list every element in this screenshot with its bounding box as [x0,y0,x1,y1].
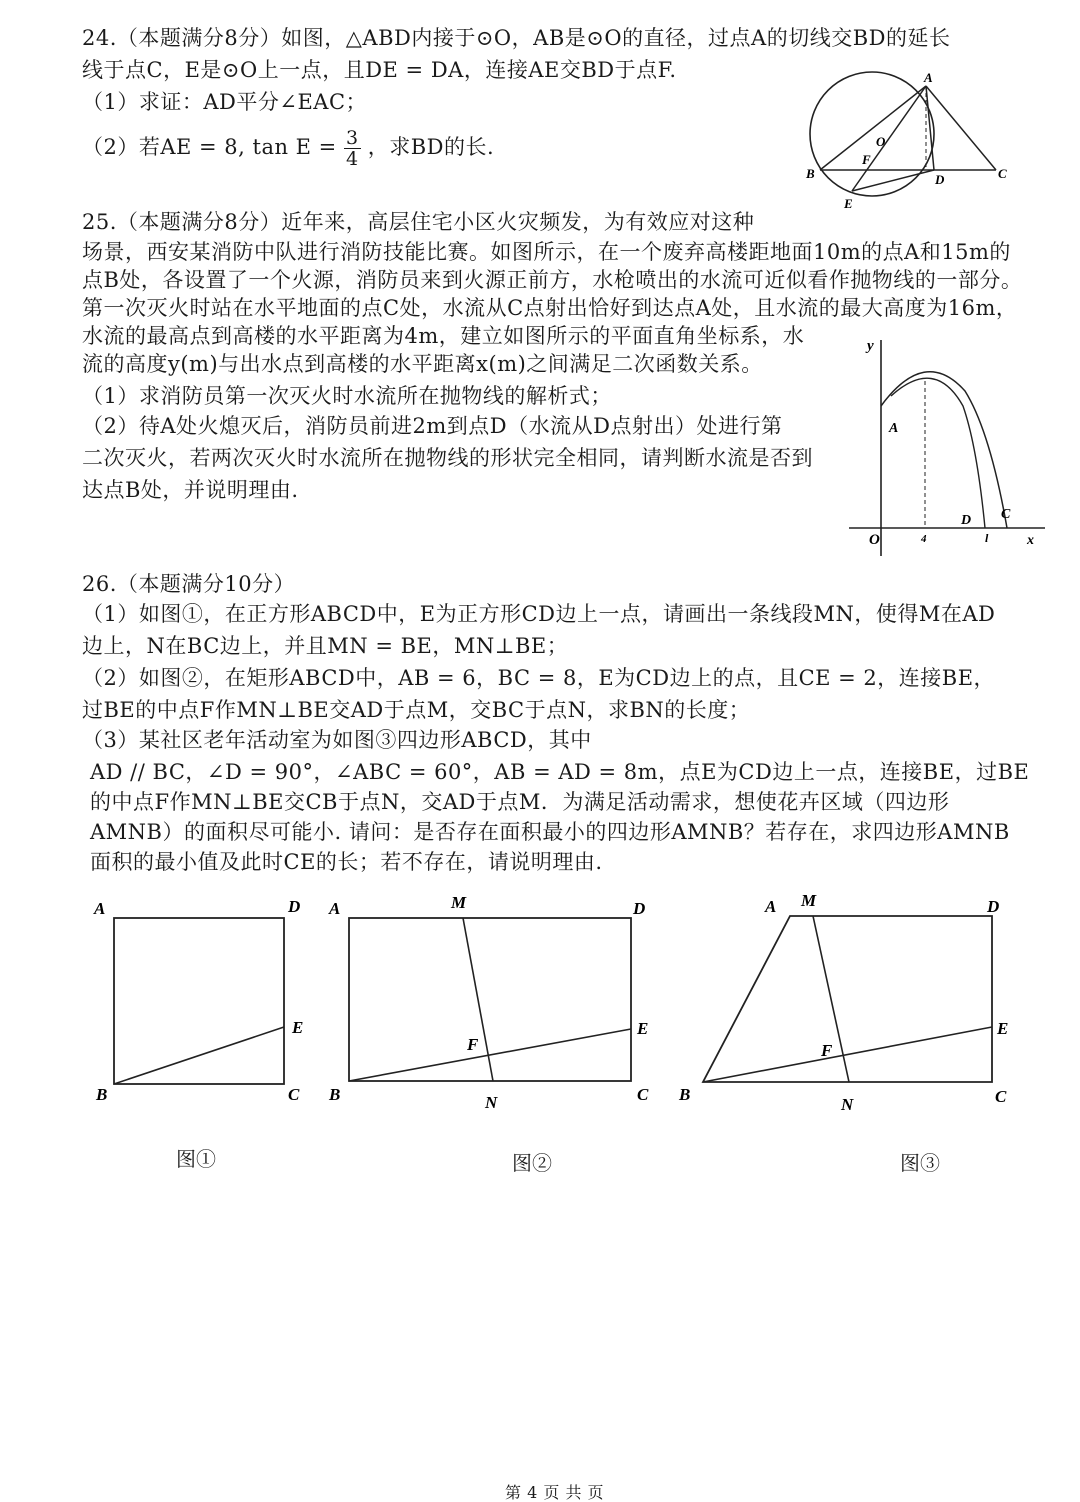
graph-a-label: A [889,421,899,436]
fraction-denominator: 4 [345,148,359,170]
fig3-b: B [679,1085,691,1104]
fig1-d: D [288,897,301,916]
label-f: F [862,152,871,167]
q24-line-2: 线于点C，E是⊙O上一点，且DE = DA，连接AE交BD于点F. [82,58,677,82]
label-b: B [806,166,815,181]
label-o: O [876,134,886,149]
graph-tick-4: 4 [921,533,927,545]
fig3-a: A [765,897,777,916]
fig2-rectangle [349,918,631,1081]
figure-2 [325,888,665,1118]
fraction-numerator: 3 [345,127,359,149]
fig1-square [114,918,284,1084]
q25-line-6: 流的高度y(m)与出水点到高楼的水平距离x(m)之间满足二次函数关系。 [82,352,763,376]
fig2-a: A [329,899,341,918]
fig3-c: C [995,1087,1007,1106]
q26-line-9: AMNB）的面积尽可能小. 请问：是否存在面积最小的四边形AMNB？若存在，求四边形AMNB [90,820,1010,844]
graph-x-label: x [1027,533,1034,548]
q26-line-7: AD // BC，∠D = 90°，∠ABC = 60°，AB = AD = 8m，点E为CD边上一点，连接BE，过BE [90,760,1030,784]
q26-heading: 26.（本题满分10分） [82,572,296,596]
parabola-graph [845,336,1050,560]
q26-line-10: 面积的最小值及此时CE的长；若不存在，请说明理由. [90,850,603,874]
q26-line-5: 过BE的中点F作MN⊥BE交AD于点M，交BC于点N，求BN的长度； [82,698,751,722]
q25-line-5: 水流的最高点到高楼的水平距离为4m，建立如图所示的平面直角坐标系，水 [82,324,805,348]
circle-o [810,72,934,196]
fig3-d: D [987,897,1000,916]
figure-3 [675,886,1035,1118]
graph-d-label: D [961,513,972,528]
fig3-n: N [841,1095,854,1114]
label-c: C [998,166,1007,181]
label-a: A [924,70,933,85]
q25-part-1: （1）求消防员第一次灭火时水流所在抛物线的解析式； [82,384,612,408]
q25-line-1: 25.（本题满分8分）近年来，高层住宅小区火灾频发，为有效应对这种 [82,210,755,234]
fig2-b: B [329,1085,341,1104]
figure-1 [90,890,320,1115]
parabola-first [881,372,1007,528]
fig3-m: M [801,891,817,910]
line-ab [820,86,926,170]
fig2-d: D [633,899,646,918]
fig2-m: M [451,893,467,912]
q24-part-1: （1）求证：AD平分∠EAC； [82,90,368,114]
fig1-caption: 图① [176,1147,216,1171]
graph-o-label: O [869,532,880,548]
q26-part-2: （2）如图②，在矩形ABCD中，AB = 6，BC = 8，E为CD边上的点，且CE = 2，连接BE， [82,666,996,690]
q26-part-3: （3）某社区老年活动室为如图③四边形ABCD，其中 [82,728,592,752]
page-footer: 第 4 页 共 页 [505,1483,605,1502]
fig3-trapezoid [703,916,992,1082]
q25-line-4: 第一次灭火时站在水平地面的点C处，水流从C点射出恰好到达点A处，且水流的最大高度为16m， [82,296,1018,320]
fig2-e: E [637,1019,649,1038]
line-ac [926,86,996,170]
q25-part-2: （2）待A处火熄灭后，消防员前进2m到点D（水流从D点射出）处进行第 [82,414,783,438]
q25-line-2: 场景，西安某消防中队进行消防技能比赛。如图所示，在一个废弃高楼距地面10m的点A和15m的 [82,240,1011,264]
q24-part-2-tail: ，求BD的长. [367,135,495,159]
label-e: E [844,196,853,211]
label-d: D [935,172,945,187]
q25-line-10: 达点B处，并说明理由. [82,478,299,502]
fig1-b: B [96,1085,108,1104]
fig1-e: E [292,1018,304,1037]
q26-line-3: 边上，N在BC边上，并且MN = BE，MN⊥BE； [82,634,569,658]
circle-figure [800,66,1030,216]
fig2-caption: 图② [512,1151,552,1175]
fig3-f: F [821,1041,833,1060]
q26-line-8: 的中点F作MN⊥BE交CB于点N，交AD于点M．为满足活动需求，想使花卉区域（四边形 [90,790,950,814]
fig1-a: A [94,899,106,918]
fig2-be [349,1029,631,1081]
fig2-n: N [485,1093,498,1112]
q24-part-2 [82,128,494,169]
q24-line-1: 24.（本题满分8分）如图，△ABD内接于⊙O，AB是⊙O的直径，过点A的切线交BD的延长 [82,26,951,50]
tan-fraction [344,128,361,169]
fig3-e: E [997,1019,1009,1038]
q25-line-3: 点B处，各设置了一个火源，消防员来到火源正前方，水枪喷出的水流可近似看作抛物线的一部分。 [82,268,1023,292]
q25-line-9: 二次灭火，若两次灭火时水流所在抛物线的形状完全相同，请判断水流是否到 [82,446,813,470]
graph-l-label: l [985,531,989,545]
fig1-be [114,1027,284,1084]
q26-part-1: （1）如图①，在正方形ABCD中，E为正方形CD边上一点，请画出一条线段MN，使得M在AD [82,602,996,626]
fig2-c: C [637,1085,649,1104]
fig2-f: F [467,1035,479,1054]
graph-y-label: y [867,338,874,354]
fig3-caption: 图③ [900,1151,940,1175]
q24-part-2-text: （2）若AE = 8, tan E = [82,135,337,159]
graph-c-label: C [1001,507,1011,522]
fig1-c: C [288,1085,300,1104]
